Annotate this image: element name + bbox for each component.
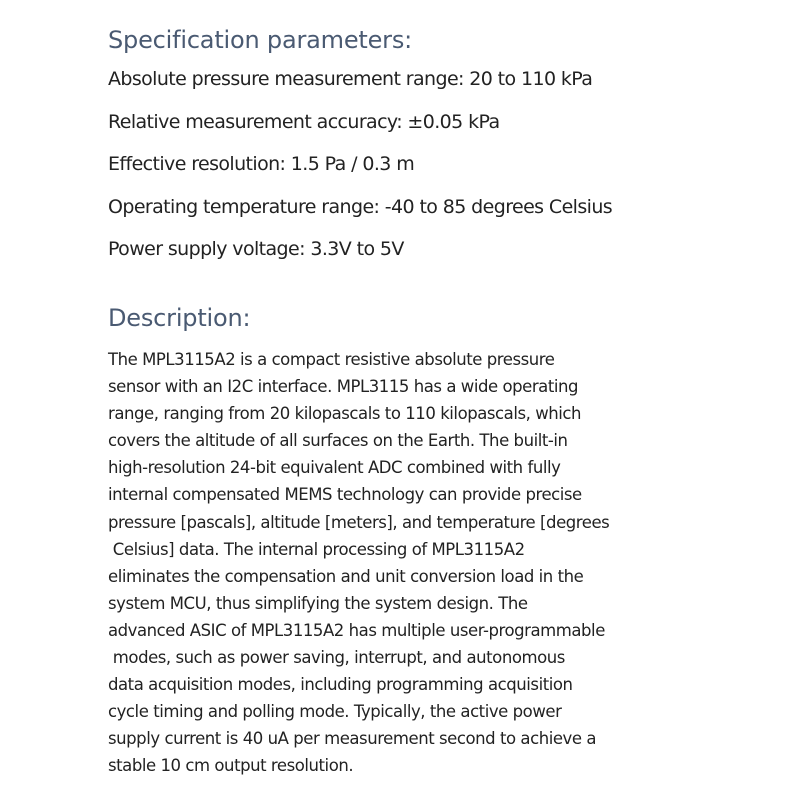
spec-item-accuracy: Relative measurement accuracy: ±0.05 kPa (108, 110, 500, 133)
description-line: eliminates the compensation and unit conversion load in the (108, 566, 584, 586)
spec-item-resolution: Effective resolution: 1.5 Pa / 0.3 m (108, 153, 415, 175)
description-line: stable 10 cm output resolution. (108, 756, 354, 776)
spec-item-temperature-range: Operating temperature range: -40 to 85 degrees Celsius (108, 195, 613, 218)
description-line: sensor with an I2C interface. MPL3115 has a wide operating (108, 377, 579, 397)
specification-list (108, 58, 612, 271)
description-line: system MCU, thus simplifying the system design. The (108, 593, 528, 613)
description-line: supply current is 40 uA per measurement second to achieve a (108, 729, 597, 749)
description-line: cycle timing and polling mode. Typically, the active power (108, 702, 562, 722)
description-heading: Description: (108, 303, 251, 332)
description-line: Celsius] data. The internal processing of MPL3115A2 (108, 539, 525, 559)
description-line: covers the altitude of all surfaces on the Earth. The built-in (108, 431, 568, 451)
description-paragraph (108, 346, 668, 780)
description-line: range, ranging from 20 kilopascals to 110 kilopascals, which (108, 404, 582, 424)
description-line: advanced ASIC of MPL3115A2 has multiple user-programmable (108, 620, 605, 640)
description-line: data acquisition modes, including programming acquisition (108, 675, 573, 695)
spec-item-pressure-range: Absolute pressure measurement range: 20 to 110 kPa (108, 68, 593, 90)
spec-item-supply-voltage: Power supply voltage: 3.3V to 5V (108, 238, 404, 260)
description-line: high-resolution 24-bit equivalent ADC combined with fully (108, 458, 561, 478)
specification-heading: Specification parameters: (108, 25, 413, 54)
description-line: modes, such as power saving, interrupt, and autonomous (108, 648, 565, 668)
description-line: internal compensated MEMS technology can provide precise (108, 485, 582, 505)
description-line: The MPL3115A2 is a compact resistive absolute pressure (108, 350, 555, 369)
description-line: pressure [pascals], altitude [meters], and temperature [degrees (108, 512, 610, 532)
